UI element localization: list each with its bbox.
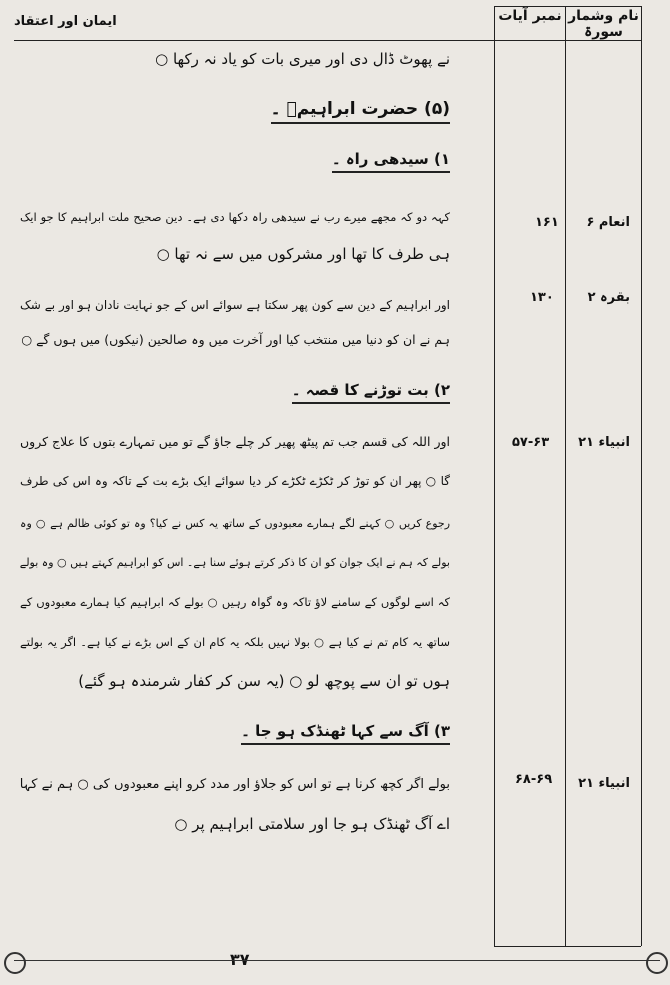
ayat-ref-1: ۱۶۱ [535,215,559,230]
paragraph-4-line-2: اے آگ ٹھنڈک ہو جا اور سلامتی ابراہیم پر ○ [174,815,450,833]
paragraph-1-line-2: ہی طرف کا تھا اور مشرکوں میں سے نہ تھا ○ [156,245,450,263]
subheading-1 [332,150,450,168]
surah-ref-4: انبیاء ۲۱ [578,776,630,791]
table-bottom-rule [494,946,641,947]
section-heading [271,98,450,119]
ayat-ref-2: ۱۳۰ [530,290,554,305]
table-header-rule [494,40,641,41]
surah-ref-3: انبیاء ۲۱ [578,435,630,450]
table-border-right [641,6,642,946]
ayat-ref-3: ۵۷-۶۳ [512,435,550,450]
paragraph-3-line-2: گا ○ پھر ان کو توڑ کر ٹکڑے ٹکڑے کر دیا سوائے ایک بڑے بت کے تاکہ وہ اس کی طرف [20,474,450,488]
surah-ref-1: انعام ۶ [586,215,630,230]
footer-ornament-left [14,960,344,973]
paragraph-3-line-7: ہوں تو ان سے پوچھ لو ○ (یہ سن کر کفار شرمندہ ہو گئے) [78,672,450,690]
column-header-ayat: نمبر آیات [498,8,562,24]
subheading-2-text: ۲) بت توڑنے کا قصہ ۔ [292,381,450,404]
paragraph-4-line-1: بولے اگر کچھ کرنا ہے تو اس کو جلاؤ اور مدد کرو اپنے معبودوں کی ○ ہم نے کہا [19,777,450,792]
page-number: ۳۷ [230,950,250,969]
paragraph-2-line-1: اور ابراہیم کے دین سے کون پھر سکتا ہے سوائے اس کے جو نہایت نادان ہو اور بے شک [20,298,450,312]
table-border-left [494,6,495,946]
paragraph-2-line-2: ہم نے ان کو دنیا میں منتخب کیا اور آخرت میں وہ صالحین (نیکوں) میں ہوں گے ○ [21,332,450,347]
subheading-2 [292,381,450,399]
paragraph-1-line-1: کہہ دو کہ مجھے میرے رب نے سیدھی راہ دکھا دی ہے۔ دین صحیح ملت ابراہیم کا جو ایک [20,210,450,224]
paragraph-3-line-1: اور اللہ کی قسم جب تم پیٹھ پھیر کر چلے جاؤ گے تو میں تمہارے بتوں کا علاج کروں [20,434,450,449]
paragraph-3-line-4: بولے کہ ہم نے ایک جوان کو ان کا ذکر کرتے ہوئے سنا ہے۔ اس کو ابراہیم کہتے ہیں ○ وہ بولے [19,556,450,569]
paragraph-3-line-5: کہ اسے لوگوں کے سامنے لاؤ تاکہ وہ گواہ رہیں ○ بولے کہ ابراہیم کیا ہمارے معبودوں کے [20,595,450,609]
intro-line: نے پھوٹ ڈال دی اور میری بات کو یاد نہ رکھا ○ [155,50,450,68]
table-divider [565,6,566,946]
ayat-ref-4: ۶۸-۶۹ [515,772,553,787]
subheading-3-text: ۳) آگ سے کہا ٹھنڈک ہو جا ۔ [241,722,450,745]
surah-ref-2: بقرہ ۲ [587,290,630,305]
header-rule [14,40,494,41]
paragraph-3-line-3: رجوع کریں ○ کہنے لگے ہمارے معبودوں کے ساتھ یہ کس نے کیا؟ وہ تو کوئی ظالم ہے ○ وہ [20,517,450,530]
table-top-rule [494,6,641,7]
footer-ornament-right [330,960,660,973]
subheading-1-text: ۱) سیدھی راہ ۔ [332,150,450,173]
running-title: ایمان اور اعتقاد [14,14,117,29]
footer-scroll-right-icon [646,952,668,974]
section-heading-text: (۵) حضرت ابراہیمؑ ۔ [271,99,450,124]
paragraph-3-line-6: ساتھ یہ کام تم نے کیا ہے ○ بولا نہیں بلکہ یہ کام ان کے اس بڑے نے کیا ہے۔ اگر یہ بولتے [20,635,450,649]
footer-scroll-left-icon [4,952,26,974]
column-header-surah: نام وشمار سورۃ [568,8,639,40]
subheading-3 [241,722,450,740]
